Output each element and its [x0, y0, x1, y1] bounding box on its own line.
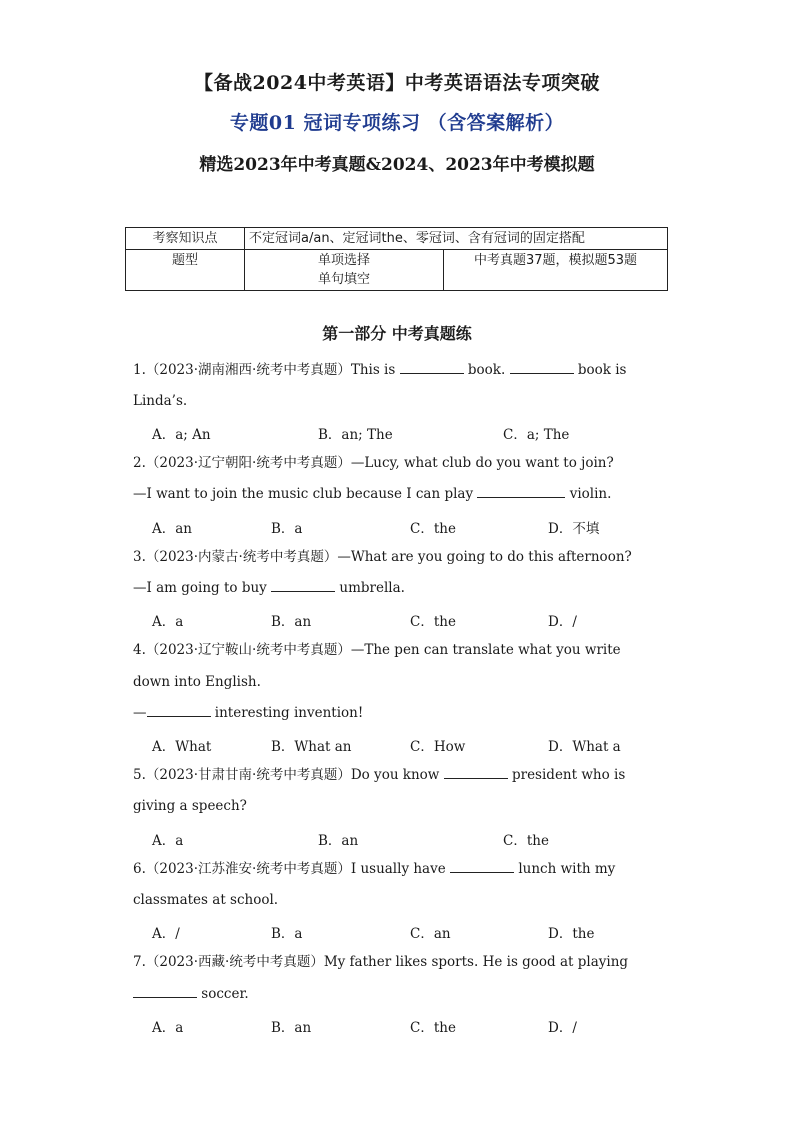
question-text: book.: [467, 362, 506, 378]
topic-title: 专题01 冠词专项练习 （含答案解析）: [229, 112, 565, 134]
question-text: 3.（2023·内蒙古·统考中考真题）—What are you going to do this afternoon?: [133, 549, 632, 565]
subtitle: 精选2023年中考真题&2024、2023年中考模拟题: [199, 155, 595, 175]
question-text: 2.（2023·辽宁朝阳·统考中考真题）—Lucy, what club do you want to join?: [133, 455, 614, 471]
question-5: [133, 765, 663, 785]
question-text: —I am going to buy: [133, 580, 267, 596]
table-cell: 题型: [126, 250, 245, 291]
table-cell: 不定冠词a/an、定冠词the、零冠词、含有冠词的固定搭配: [245, 228, 668, 250]
option-c: C．How: [410, 739, 466, 755]
question-text: classmates at school.: [133, 892, 279, 908]
question-type-1: 单项选择: [317, 253, 370, 268]
option-a: A．a: [152, 614, 184, 630]
answer-blank: [450, 860, 514, 873]
question-text: 4.（2023·辽宁鞍山·统考中考真题）—The pen can translate what you write: [133, 642, 621, 658]
question-text: president who is: [511, 767, 626, 783]
option-d: D．the: [548, 926, 595, 942]
option-c: C．a; The: [503, 427, 570, 443]
question-text: 1.（2023·湖南湘西·统考中考真题）This is: [133, 362, 396, 378]
question-type-2: 单句填空: [317, 272, 370, 287]
question-1: [133, 360, 663, 380]
option-a: A．a: [152, 1020, 184, 1036]
option-b: B．What an: [271, 739, 352, 755]
answer-blank: [400, 361, 464, 374]
option-b: B．an; The: [318, 427, 393, 443]
question-6: [133, 859, 663, 879]
option-b: B．an: [318, 833, 359, 849]
option-c: C．the: [503, 833, 549, 849]
option-b: B．a: [271, 521, 303, 537]
question-text: —I want to join the music club because I can play: [133, 486, 474, 502]
table-row: [126, 228, 668, 250]
option-c: C．the: [410, 614, 456, 630]
question-7-line2: [133, 984, 663, 1004]
question-text: —: [133, 705, 147, 721]
option-d: D．/: [548, 614, 577, 630]
question-text: 7.（2023·西藏·统考中考真题）My father likes sports. He is good at playing: [133, 954, 629, 970]
option-c: C．an: [410, 926, 451, 942]
table-cell: 考察知识点: [126, 228, 245, 250]
answer-blank: [444, 766, 508, 779]
question-text: soccer.: [201, 986, 249, 1002]
answer-blank: [477, 485, 565, 498]
question-text: book is: [577, 362, 627, 378]
table-row: [126, 250, 668, 291]
answer-blank: [147, 704, 211, 717]
option-a: A．a: [152, 833, 184, 849]
option-c: C．the: [410, 1020, 456, 1036]
question-text: 6.（2023·江苏淮安·统考中考真题）I usually have: [133, 861, 446, 877]
option-a: A．a; An: [152, 427, 211, 443]
option-b: B．an: [271, 1020, 312, 1036]
option-a: A．/: [152, 926, 180, 942]
question-text: down into English.: [133, 674, 261, 690]
section-title: 第一部分 中考真题练: [322, 324, 472, 343]
answer-blank: [133, 985, 197, 998]
question-4-line3: [133, 703, 663, 723]
info-table: [125, 227, 668, 291]
question-text: 5.（2023·甘肃甘南·统考中考真题）Do you know: [133, 767, 440, 783]
question-3-line2: [133, 578, 663, 598]
question-text: interesting invention!: [214, 705, 364, 721]
question-text: giving a speech?: [133, 798, 247, 814]
option-a: A．an: [152, 521, 192, 537]
table-cell: 中考真题37题，模拟题53题: [444, 250, 668, 291]
option-b: B．an: [271, 614, 312, 630]
question-2-line2: [133, 484, 663, 504]
option-a: A．What: [152, 739, 212, 755]
option-d: D．不填: [548, 521, 600, 537]
answer-blank: [510, 361, 574, 374]
option-d: D．What a: [548, 739, 621, 755]
question-text: lunch with my: [518, 861, 616, 877]
question-text: umbrella.: [339, 580, 405, 596]
main-title: 【备战2024中考英语】中考英语语法专项突破: [194, 72, 600, 94]
table-cell: [245, 250, 444, 291]
option-c: C．the: [410, 521, 456, 537]
question-text: Linda’s.: [133, 393, 188, 409]
option-d: D．/: [548, 1020, 577, 1036]
answer-blank: [271, 579, 335, 592]
question-text: violin.: [569, 486, 612, 502]
option-b: B．a: [271, 926, 303, 942]
